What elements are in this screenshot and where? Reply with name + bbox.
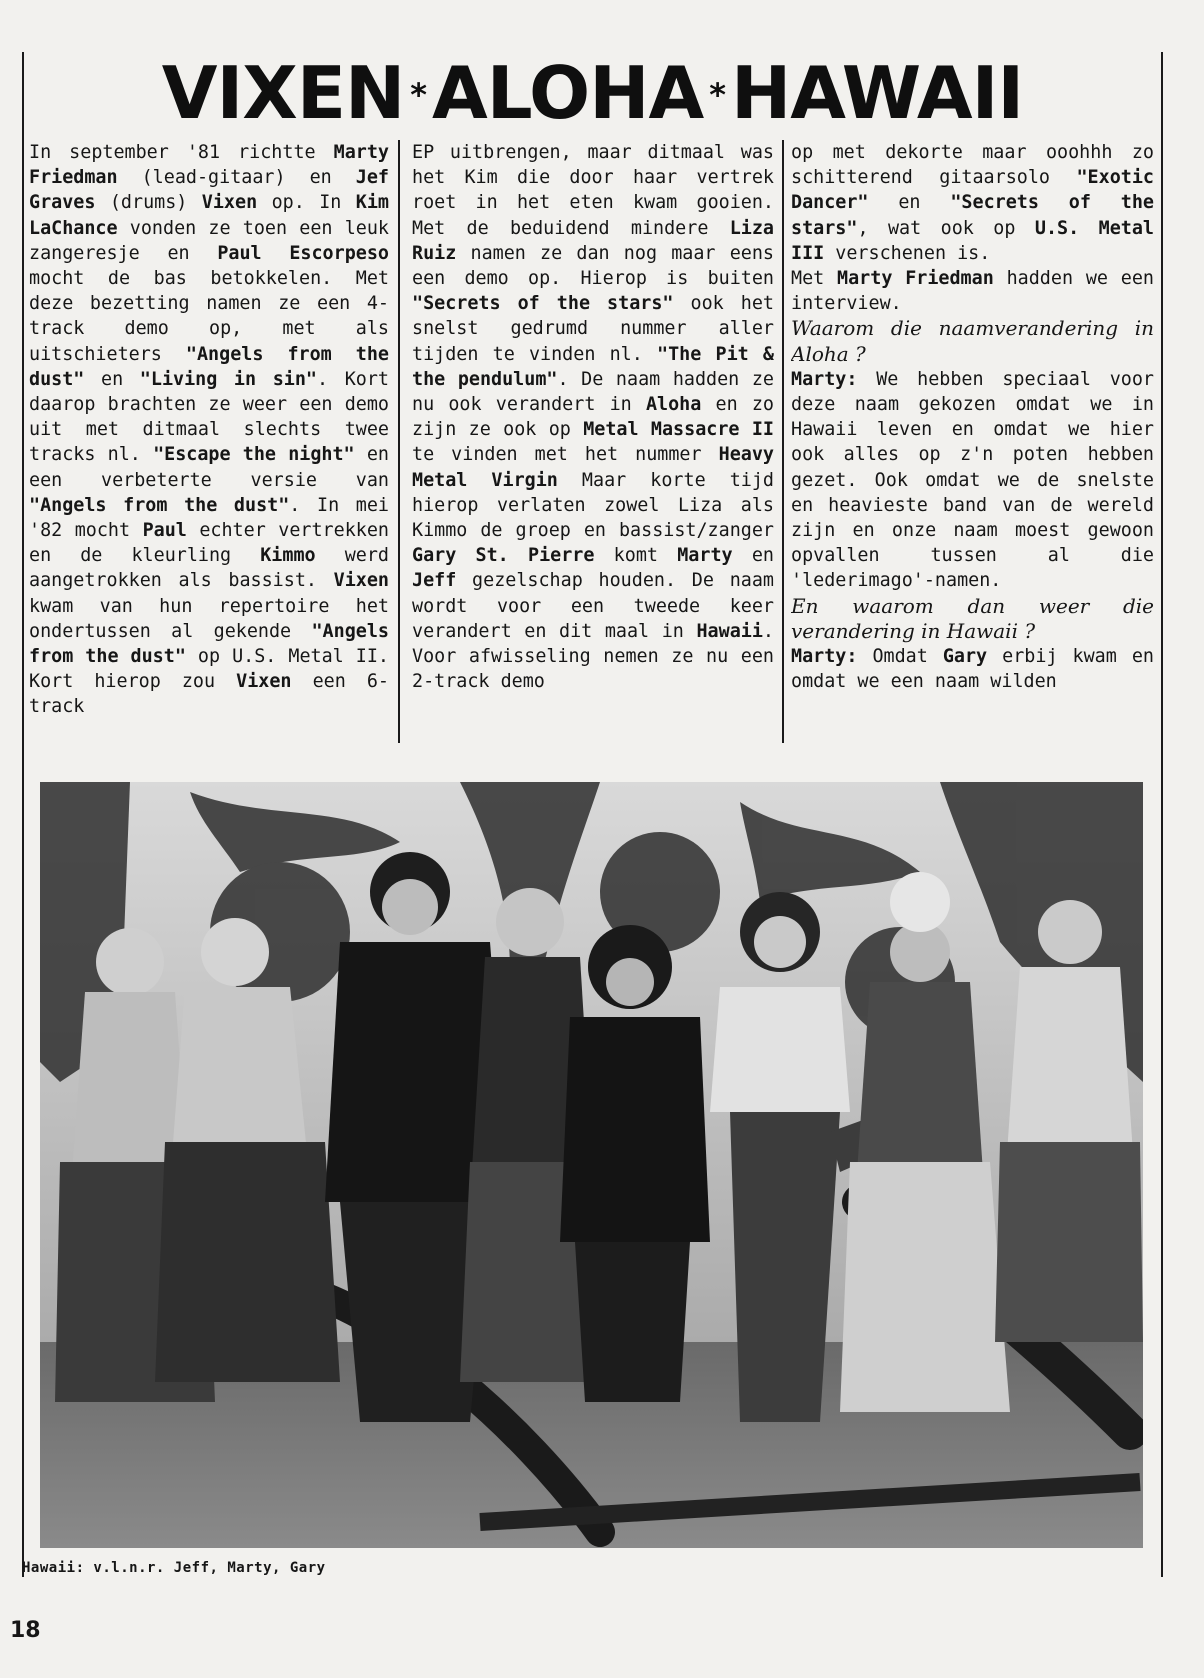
photo-illustration	[40, 782, 1143, 1548]
title-separator-star: *	[709, 76, 725, 114]
right-frame-rule	[1161, 52, 1163, 1577]
title-word-vixen: VIXEN	[161, 51, 405, 135]
photo-caption: Hawaii: v.l.n.r. Jeff, Marty, Gary	[22, 1560, 326, 1576]
article-title	[24, 51, 1161, 135]
text-column-1	[29, 140, 389, 743]
interview-question: Waarom die naamverandering in Aloha ?	[791, 316, 1154, 366]
interview-question: En waarom dan weer die verandering in Hawaii ?	[791, 593, 1154, 643]
interview-answer: Marty: We hebben speciaal voor deze naam gekozen omdat we in Hawaii leven en omdat we hier ook alles op z'n poten hebben gezet. Ook omdat we de snelste en heavieste band van de wereld zijn en onze naam moest gewoon opvallen tussen al die 'lederimago'-namen.	[791, 368, 1154, 592]
text-column-3	[791, 140, 1154, 743]
text-column-2	[412, 140, 774, 743]
title-word-hawaii: HAWAII	[730, 51, 1024, 135]
paragraph: op met dekorte maar ooohhh zo schitterend gitaarsolo "Exotic Dancer" en "Secrets of the stars", wat ook op U.S. Metal III verschenen is.	[791, 142, 1154, 264]
title-word-aloha: ALOHA	[432, 51, 704, 135]
left-frame-rule	[22, 52, 24, 1577]
page-number: 18	[10, 1618, 41, 1643]
band-group-photo	[40, 782, 1143, 1548]
interview-answer: Marty: Omdat Gary erbij kwam en omdat we een naam wilden	[791, 646, 1154, 693]
paragraph: Met Marty Friedman hadden we een interview.	[791, 268, 1154, 315]
column-divider	[398, 140, 400, 743]
column-divider	[782, 140, 784, 743]
paragraph: EP uitbrengen, maar ditmaal was het Kim die door haar vertrek roet in het eten kwam gooien. Met de beduidend mindere Liza Ruiz namen ze dan nog maar eens een demo op. Hierop is buiten "Secrets of the stars" ook het snelst gedrumd nummer aller tijden te vinden nl. "The Pit & the pendulum". De naam hadden ze nu ook verandert in Aloha en zo zijn ze ook op Metal Massacre II te vinden met het nummer Heavy Metal Virgin Maar korte tijd hierop verlaten zowel Liza als Kimmo de groep en bassist/zanger Gary St. Pierre komt Marty en Jeff gezelschap houden. De naam wordt voor een tweede keer verandert en dit maal in Hawaii. Voor afwisseling nemen ze nu een 2-track demo	[412, 142, 774, 693]
title-separator-star: *	[410, 76, 426, 114]
paragraph: In september '81 richtte Marty Friedman (lead-gitaar) en Jef Graves (drums) Vixen op. In Kim LaChance vonden ze toen een leuk zangeresje en Paul Escorpeso mocht de bas betokkelen. Met deze bezetting namen ze een 4-track demo op, met als uitschieters "Angels from the dust" en "Living in sin". Kort daarop brachten ze weer een demo uit met ditmaal slechts twee tracks nl. "Escape the night" en een verbeterte versie van "Angels from the dust". In mei '82 mocht Paul echter vertrekken en de kleurling Kimmo werd aangetrokken als bassist. Vixen kwam van hun repertoire het ondertussen al gekende "Angels from the dust" op U.S. Metal II. Kort hierop zou Vixen een 6-track	[29, 142, 389, 718]
